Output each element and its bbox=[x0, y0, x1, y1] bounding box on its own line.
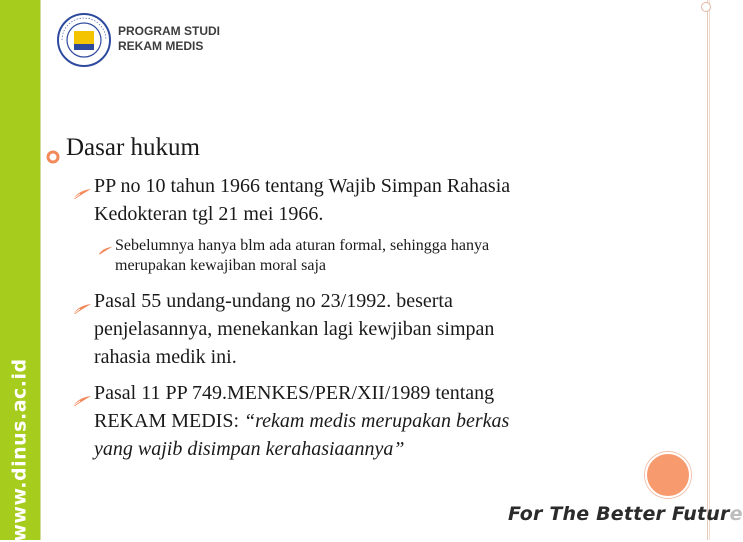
item1-line2: Kedokteran tgl 21 mei 1966. bbox=[94, 203, 324, 225]
footer-tagline-main: For The Better Futur bbox=[508, 503, 730, 525]
program-title bbox=[118, 24, 220, 54]
footer-tagline-fade: e bbox=[729, 503, 743, 525]
right-frame-border bbox=[709, 0, 720, 540]
slide-heading: Dasar hukum bbox=[66, 134, 200, 161]
list-item bbox=[72, 379, 509, 463]
subitem-line2: merupakan kewajiban moral saja bbox=[115, 257, 327, 274]
sidebar-url bbox=[3, 358, 37, 542]
feather-bullet-icon bbox=[72, 387, 94, 401]
item3-line1: Pasal 55 undang-undang no 23/1992. beserta bbox=[94, 290, 453, 312]
feather-bullet-icon bbox=[72, 180, 94, 194]
right-frame-line bbox=[707, 0, 708, 540]
item4-line2 bbox=[94, 407, 509, 435]
university-logo bbox=[56, 12, 112, 68]
item4-line2-quote: “rekam medis merupakan berkas bbox=[244, 410, 510, 432]
item1-line1: PP no 10 tahun 1966 tentang Wajib Simpan Rahasia bbox=[94, 175, 511, 197]
list-item bbox=[98, 236, 489, 276]
item3-line2: penjelasannya, menekankan lagi kewjiban simpan bbox=[94, 318, 495, 340]
orange-circle-decoration bbox=[645, 452, 691, 498]
subitem-line1: Sebelumnya hanya blm ada aturan formal, sehingga hanya bbox=[115, 237, 490, 254]
ring-bullet-icon bbox=[46, 142, 60, 156]
left-band-divider bbox=[40, 0, 41, 540]
feather-bullet-icon bbox=[72, 295, 94, 309]
program-title-line1: PROGRAM STUDI bbox=[118, 24, 220, 38]
list-item bbox=[72, 172, 510, 228]
heading-row bbox=[46, 133, 200, 163]
item3-line3: rahasia medik ini. bbox=[94, 346, 237, 368]
item4-line2-plain: REKAM MEDIS: bbox=[94, 410, 245, 432]
program-title-line2: REKAM MEDIS bbox=[118, 39, 204, 53]
feather-bullet-icon bbox=[98, 241, 115, 252]
sidebar-url-text: www.dinus.ac.id bbox=[9, 358, 31, 542]
footer-tagline bbox=[508, 503, 743, 525]
corner-circle-icon bbox=[701, 2, 711, 12]
list-item bbox=[72, 287, 494, 371]
item4-line1: Pasal 11 PP 749.MENKES/PER/XII/1989 tentang bbox=[94, 382, 495, 404]
item4-line3: yang wajib disimpan kerahasiaannya” bbox=[94, 438, 405, 460]
